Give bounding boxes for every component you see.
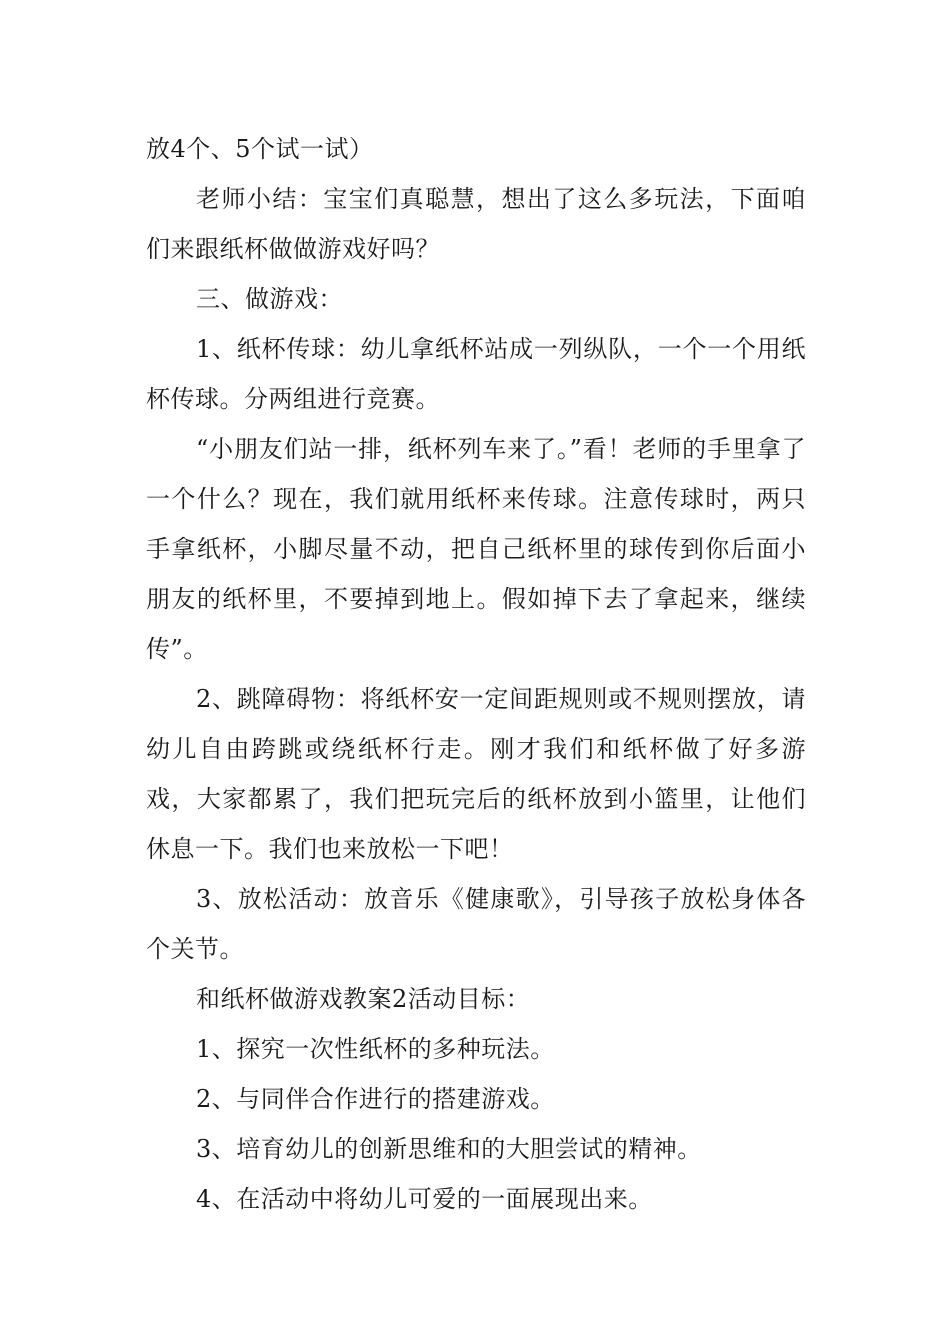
goal-item-4: 4、在活动中将幼儿可爱的一面展现出来。 <box>196 1185 653 1213</box>
paragraph-relax-activity: 3、放松活动：放音乐《健康歌》，引导孩子放松身体各个关节。 <box>146 885 806 963</box>
goal-item-3: 3、培育幼儿的创新思维和的大胆尝试的精神。 <box>196 1135 702 1163</box>
section-heading-lesson-2-goals: 和纸杯做游戏教案2活动目标： <box>196 985 531 1013</box>
goal-item-2: 2、与同伴合作进行的搭建游戏。 <box>196 1085 555 1113</box>
paragraph-cup-ball-pass: 1、纸杯传球：幼儿拿纸杯站成一列纵队，一个一个用纸杯传球。分两组进行竞赛。 <box>146 335 806 413</box>
paragraph-teacher-summary: 老师小结：宝宝们真聪慧，想出了这么多玩法，下面咱们来跟纸杯做做游戏好吗？ <box>146 185 806 263</box>
goal-item-1: 1、探究一次性纸杯的多种玩法。 <box>196 1035 555 1063</box>
section-heading-play-games: 三、做游戏： <box>196 285 343 313</box>
paragraph-cup-train-dialogue: “小朋友们站一排，纸杯列车来了。”看！老师的手里拿了一个什么？现在，我们就用纸杯来传球。注意传球时，两只手拿纸杯，小脚尽量不动，把自己纸杯里的球传到你后面小朋友的纸杯里，不要掉到地上。假如掉下去了拿起来，继续传”。 <box>146 435 806 663</box>
paragraph-obstacle-jump: 2、跳障碍物：将纸杯安一定间距规则或不规则摆放，请幼儿自由跨跳或绕纸杯行走。刚才我们和纸杯做了好多游戏，大家都累了，我们把玩完后的纸杯放到小篮里，让他们休息一下。我们也来放松一下吧！ <box>146 685 806 863</box>
paragraph-continuation: 放4个、5个试一试） <box>146 135 374 163</box>
document-body <box>146 124 806 1224</box>
